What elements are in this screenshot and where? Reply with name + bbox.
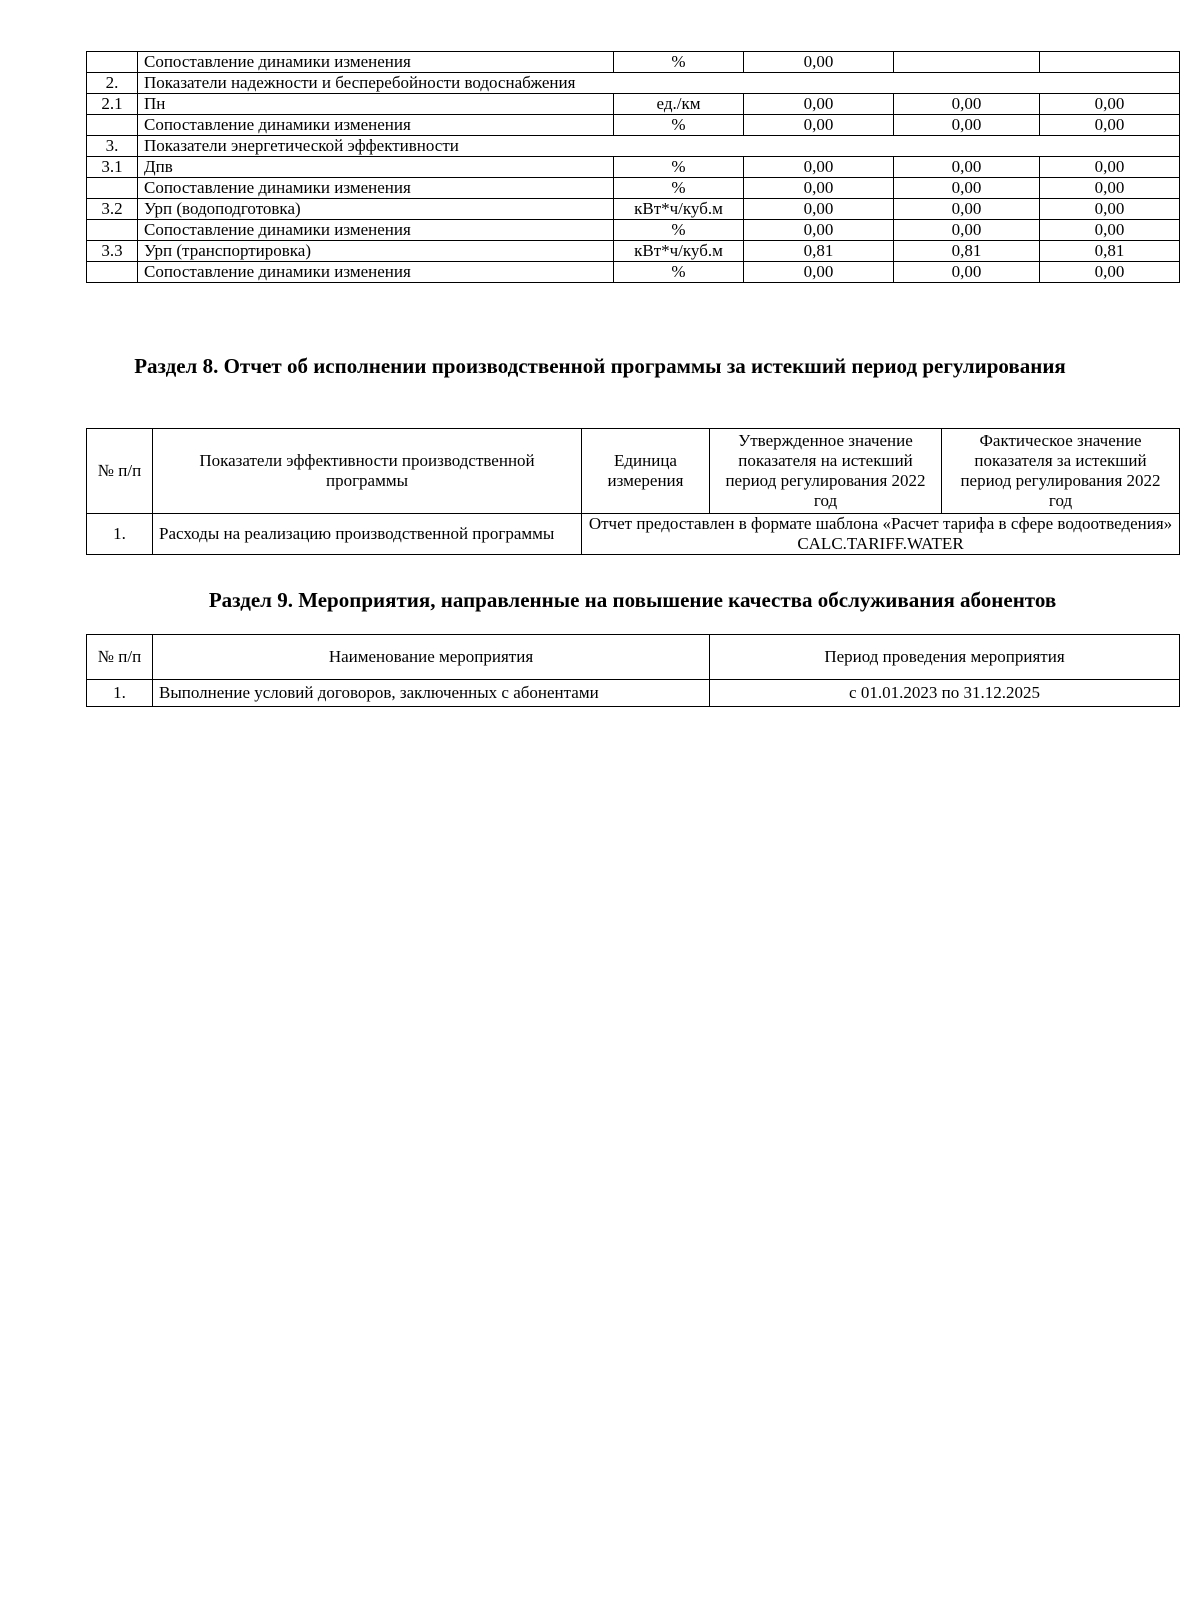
table-row <box>87 241 1180 262</box>
row-num <box>87 262 138 283</box>
row-name: Пн <box>138 94 614 115</box>
row-value-2: 0,00 <box>894 199 1040 220</box>
section-8-title: Раздел 8. Отчет об исполнении производственной программы за истекший период регулирования <box>134 354 1066 378</box>
row-num: 3.1 <box>87 157 138 178</box>
table-row <box>87 199 1180 220</box>
section-8-table <box>86 428 1180 555</box>
row-unit: % <box>614 115 744 136</box>
header-approved: Утвержденное значение показателя на истекший период регулирования 2022 год <box>710 429 942 514</box>
row-value-3 <box>1040 52 1180 73</box>
row-num <box>87 52 138 73</box>
section-9-title: Раздел 9. Мероприятия, направленные на повышение качества обслуживания абонентов <box>208 588 1057 612</box>
table-row <box>87 514 1180 555</box>
row-value-2: 0,00 <box>894 157 1040 178</box>
header-name: Показатели эффективности производственной программы <box>153 429 582 514</box>
row-value-3: 0,00 <box>1040 115 1180 136</box>
row-value-3: 0,00 <box>1040 178 1180 199</box>
table-row <box>87 680 1180 707</box>
row-unit: % <box>614 178 744 199</box>
header-unit: Единица измерения <box>582 429 710 514</box>
row-name: Урп (транспортировка) <box>138 241 614 262</box>
row-unit: кВт*ч/куб.м <box>614 199 744 220</box>
row-num <box>87 115 138 136</box>
header-period: Период проведения мероприятия <box>710 635 1180 680</box>
row-num: 1. <box>87 514 153 555</box>
section-9-table <box>86 634 1180 707</box>
row-value-1: 0,00 <box>744 94 894 115</box>
row-num: 1. <box>87 680 153 707</box>
row-num: 3.2 <box>87 199 138 220</box>
row-num: 3. <box>87 136 138 157</box>
row-value-3: 0,00 <box>1040 262 1180 283</box>
header-name: Наименование мероприятия <box>153 635 710 680</box>
row-value-2: 0,00 <box>894 220 1040 241</box>
row-value-1: 0,00 <box>744 52 894 73</box>
row-value-3: 0,00 <box>1040 199 1180 220</box>
row-value-1: 0,00 <box>744 262 894 283</box>
row-value-3: 0,00 <box>1040 220 1180 241</box>
header-num: № п/п <box>87 635 153 680</box>
row-section-title: Показатели энергетической эффективности <box>138 136 1180 157</box>
header-actual: Фактическое значение показателя за истекший период регулирования 2022 год <box>942 429 1180 514</box>
header-num: № п/п <box>87 429 153 514</box>
row-value-3: 0,00 <box>1040 157 1180 178</box>
row-name: Сопоставление динамики изменения <box>138 115 614 136</box>
row-value-2: 0,00 <box>894 94 1040 115</box>
table-row <box>87 178 1180 199</box>
table-row <box>87 52 1180 73</box>
row-value-2: 0,81 <box>894 241 1040 262</box>
row-unit: кВт*ч/куб.м <box>614 241 744 262</box>
row-value-1: 0,00 <box>744 220 894 241</box>
row-name: Выполнение условий договоров, заключенных с абонентами <box>153 680 710 707</box>
row-unit: % <box>614 262 744 283</box>
row-value-1: 0,00 <box>744 157 894 178</box>
row-num: 2. <box>87 73 138 94</box>
row-name: Сопоставление динамики изменения <box>138 220 614 241</box>
row-value-1: 0,00 <box>744 199 894 220</box>
row-value-2: 0,00 <box>894 115 1040 136</box>
row-num <box>87 220 138 241</box>
row-unit: ед./км <box>614 94 744 115</box>
table-row <box>87 115 1180 136</box>
row-unit: % <box>614 220 744 241</box>
row-value-1: 0,81 <box>744 241 894 262</box>
row-name: Расходы на реализацию производственной программы <box>153 514 582 555</box>
row-value-3: 0,81 <box>1040 241 1180 262</box>
row-value-1: 0,00 <box>744 115 894 136</box>
row-value-2 <box>894 52 1040 73</box>
row-unit: % <box>614 157 744 178</box>
row-name: Урп (водоподготовка) <box>138 199 614 220</box>
table-row <box>87 157 1180 178</box>
row-num: 3.3 <box>87 241 138 262</box>
row-period: с 01.01.2023 по 31.12.2025 <box>710 680 1180 707</box>
row-num <box>87 178 138 199</box>
row-name: Дпв <box>138 157 614 178</box>
table-header-row <box>87 635 1180 680</box>
table-row <box>87 262 1180 283</box>
row-num: 2.1 <box>87 94 138 115</box>
section-row <box>87 136 1180 157</box>
row-value-1: 0,00 <box>744 178 894 199</box>
row-note: Отчет предоставлен в формате шаблона «Расчет тарифа в сфере водоотведения» CALC.TARIFF.WATER <box>582 514 1180 555</box>
row-name: Сопоставление динамики изменения <box>138 178 614 199</box>
row-name: Сопоставление динамики изменения <box>138 52 614 73</box>
row-unit: % <box>614 52 744 73</box>
row-section-title: Показатели надежности и бесперебойности водоснабжения <box>138 73 1180 94</box>
section-row <box>87 73 1180 94</box>
row-value-2: 0,00 <box>894 178 1040 199</box>
row-name: Сопоставление динамики изменения <box>138 262 614 283</box>
row-value-3: 0,00 <box>1040 94 1180 115</box>
table-header-row <box>87 429 1180 514</box>
row-value-2: 0,00 <box>894 262 1040 283</box>
table-row <box>87 220 1180 241</box>
indicators-table <box>86 51 1180 283</box>
table-row <box>87 94 1180 115</box>
